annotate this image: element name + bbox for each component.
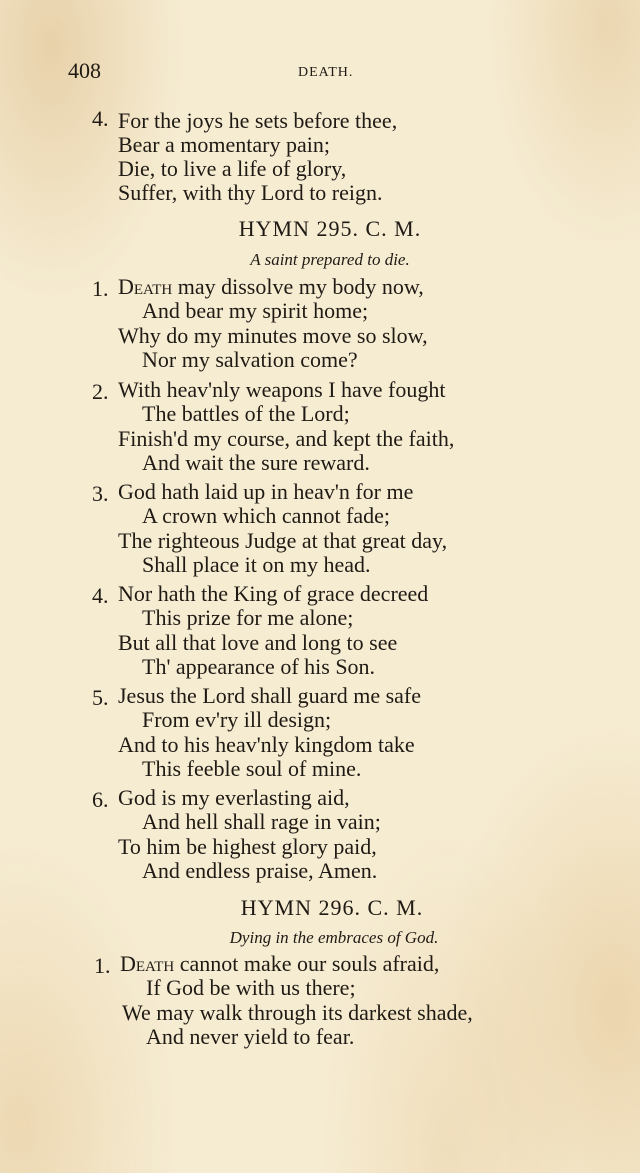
stanza-number: 3. — [92, 481, 109, 506]
verse-line: And to his heav'nly kingdom take — [118, 732, 415, 757]
verse-line — [118, 276, 424, 298]
verse-line: Die, to live a life of glory, — [118, 156, 347, 181]
hymn-296-subtitle: Dying in the embraces of God. — [229, 928, 439, 947]
verse-line: To him be highest glory paid, — [118, 834, 377, 859]
verse-line: Finish'd my course, and kept the faith, — [118, 426, 455, 451]
first-word: Death — [118, 274, 173, 299]
stanza-number: 1. — [92, 276, 109, 301]
verse-line: God is my everlasting aid, — [118, 785, 350, 810]
stanza-number: 4. — [92, 583, 109, 608]
running-head: DEATH. — [298, 65, 354, 80]
page-number: 408 — [68, 58, 101, 83]
stanza-number: 5. — [92, 685, 109, 710]
verse-line: The battles of the Lord; — [142, 401, 350, 426]
line-rest: cannot make our souls afraid, — [174, 951, 440, 976]
verse-line: And wait the sure reward. — [142, 450, 370, 475]
verse-line: Bear a momentary pain; — [118, 132, 330, 157]
hymn-296-title: HYMN 296. C. M. — [240, 895, 424, 920]
verse-line: A crown which cannot fade; — [142, 503, 391, 528]
verse-line: For the joys he sets before thee, — [118, 108, 398, 133]
stanza-number: 6. — [92, 787, 109, 812]
verse-line: And bear my spirit home; — [142, 298, 369, 323]
verse-line: We may walk through its darkest shade, — [122, 1000, 473, 1025]
verse-line: The righteous Judge at that great day, — [118, 528, 448, 553]
verse-line: God hath laid up in heav'n for me — [118, 479, 414, 504]
verse-line — [120, 953, 439, 975]
verse-line: And endless praise, Amen. — [142, 858, 378, 883]
verse-line: But all that love and long to see — [118, 630, 398, 655]
verse-line: This prize for me alone; — [142, 605, 354, 630]
verse-line: Why do my minutes move so slow, — [118, 323, 428, 348]
page-header — [68, 58, 568, 92]
verse-line: Suffer, with thy Lord to reign. — [118, 180, 383, 205]
verse-line: Nor hath the King of grace decreed — [118, 581, 429, 606]
verse-line: Nor my salvation come? — [142, 347, 358, 372]
stanza-number: 2. — [92, 379, 109, 404]
hymn-295-title: HYMN 295. C. M. — [238, 216, 422, 241]
verse-line: From ev'ry ill design; — [142, 707, 332, 732]
verse-line: Th' appearance of his Son. — [142, 654, 376, 679]
verse-line: Shall place it on my head. — [142, 552, 371, 577]
first-word: Death — [120, 951, 175, 976]
verse-line: If God be with us there; — [146, 975, 356, 1000]
verse-line: Jesus the Lord shall guard me safe — [118, 683, 422, 708]
hymn-295-subtitle: A saint prepared to die. — [250, 250, 410, 269]
verse-line: And hell shall rage in vain; — [142, 809, 381, 834]
verse-line: And never yield to fear. — [146, 1024, 355, 1049]
verse-line: This feeble soul of mine. — [142, 756, 362, 781]
line-rest: may dissolve my body now, — [172, 274, 424, 299]
stanza-number: 1. — [94, 953, 111, 978]
verse-line: With heav'nly weapons I have fought — [118, 377, 446, 402]
stanza-number: 4. — [92, 106, 109, 131]
